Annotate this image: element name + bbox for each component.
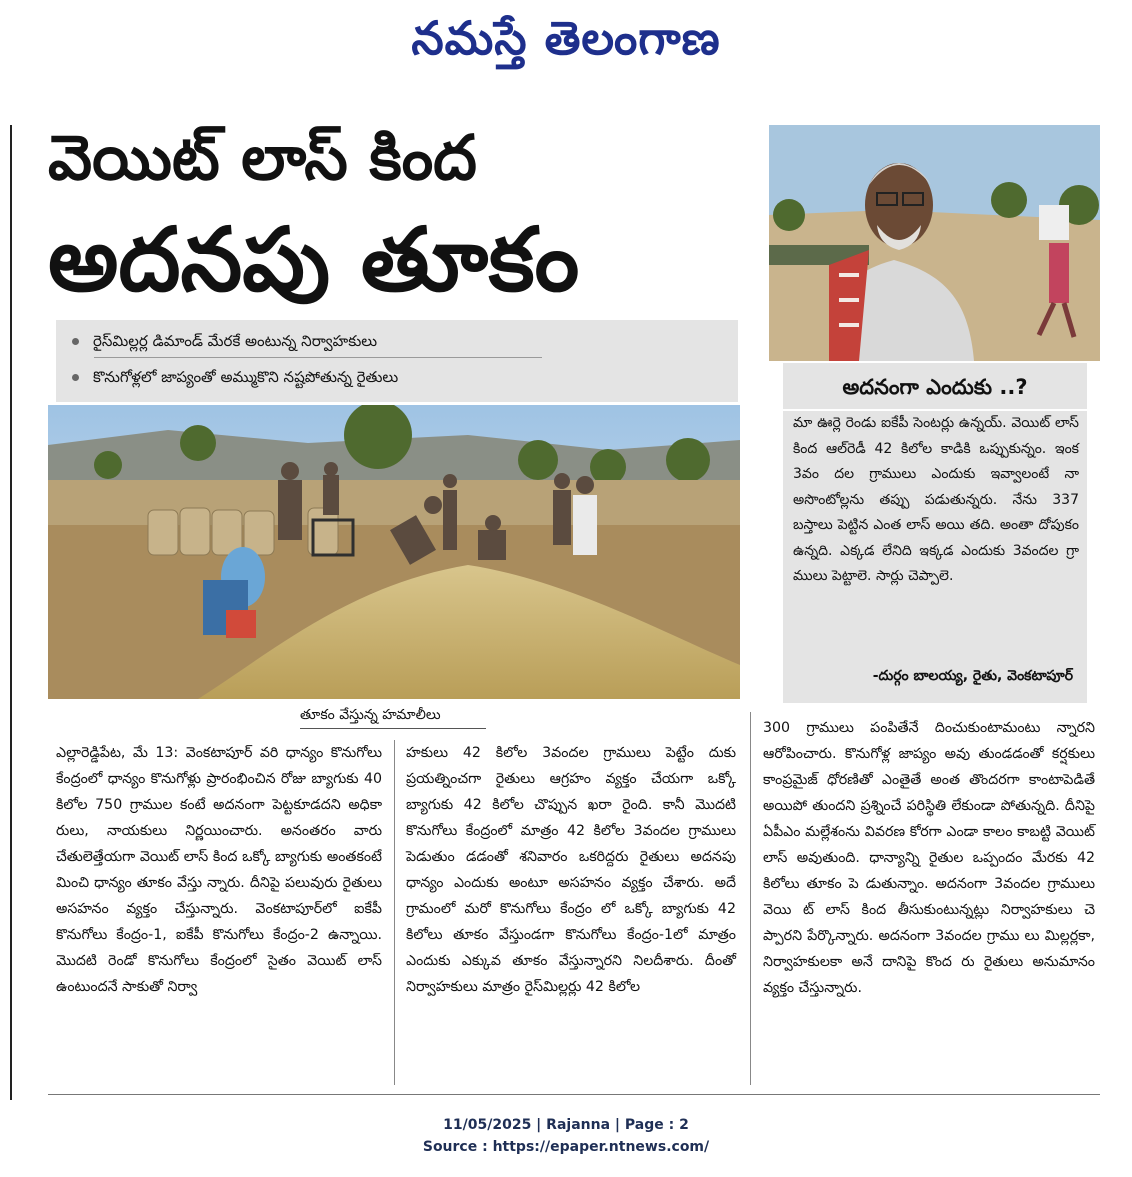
sidebar-title: అదనంగా ఎందుకు ..? bbox=[842, 375, 1028, 399]
column-divider bbox=[394, 740, 395, 1085]
subheading-text: రైస్‌మిల్లర్ల డిమాండ్ మేరకే అంటున్న నిర్వాహకులు bbox=[93, 332, 378, 350]
subheading-bullet bbox=[72, 366, 398, 388]
bullet-dot-icon bbox=[72, 374, 79, 381]
sidebar-byline: -దుర్గం బాలయ్య, రైతు, వెంకటాపూర్ bbox=[872, 668, 1073, 684]
masthead-logo: నమస్తే తెలంగాణ bbox=[411, 11, 721, 65]
headline-line-1: వెయిట్ లాస్ కింద bbox=[48, 121, 477, 194]
subheading-bullet bbox=[72, 330, 377, 352]
article-column-2: హకులు 42 కిలోల 3వందల గ్రాములు పెట్టేం దుకు ప్రయత్నించగా రైతులు ఆగ్రహం వ్యక్తం చేయగా ఒక్కో బ్యాగుకు 42 కిలోల చొప్పున ఖరా రైంది. కానీ మొదటి కొనుగోలు కేంద్రంలో మాత్రం 42 కిలోల 3వందల గ్రాములు పెడుతుం డడంతో శనివారం ఒకరిద్దరు రైతులు అదనపు ధాన్యం ఎందుకు అంటూ అసహనం వ్యక్తం చేశారు. అదే గ్రామంలో మరో కొనుగోలు కేంద్రం లో ఒక్కో బ్యాగుకు 42 కిలోలు తూకం వేస్తుండగా కొనుగోలు కేంద్రం-1లో మాత్రం ఎందుకు ఎక్కువ తూకం వేస్తున్నారని నిలదీశారు. దీంతో నిర్వాహకులు మాత్రం రైస్‌మిల్లర్లు 42 కిలోల bbox=[406, 745, 736, 995]
article-column-1: ఎల్లారెడ్డిపేట, మే 13: వెంకటాపూర్ వరి ధాన్యం కొనుగోలు కేంద్రంలో ధాన్యం కొనుగోళ్లు ప్రారంభించిన రోజు బ్యాగుకు 40 కిలోల 750 గ్రాముల కంటే అదనంగా పెట్టకూడదని అధికా రులు, నాయకులు నిర్ణయించారు. అనంతరం వారు చేతులెత్తేయగా వెయిట్ లాస్ కింద ఒక్కో బ్యాగుకు అంతకంటే మించి ధాన్యం తూకం వేస్తు న్నారు. దీనిపై పలువురు రైతులు అసహనం వ్యక్తం చేస్తున్నారు. వెంకటాపూర్‌లో ఐకేపీ కొనుగోలు కేంద్రం-1, ఐకేపీ కొనుగోలు కేంద్రం-2 ఉన్నాయి. మొదటి రెండో కొనుగోలు కేంద్రంలో సైతం వెయిట్ లాస్ ఉంటుందనే సాకుతో నిర్వా bbox=[56, 745, 382, 995]
column-divider bbox=[750, 712, 751, 1085]
subheading-text: కొనుగోళ్లలో జాప్యంతో అమ్ముకొని నష్టపోతున్న రైతులు bbox=[93, 368, 399, 386]
sidebar-quote-text: మా ఊర్లె రెండు ఐకేపీ సెంటర్లు ఉన్నయ్. వెయిట్ లాస్ కింద ఆల్‌రెడీ 42 కిలోల కాడికి ఒప్పుకున్నం. ఇంక 3వం దల గ్రాములు ఎందుకు ఇవ్వాలంటే నా అసొంటోల్లను తప్పు పడుతున్నరు. నేను 337 బస్తాలు పెట్టిన ఎంత లాస్ అయి తది. అంతా దోపుకం ఉన్నది. ఎక్కడ లేనిది ఇక్కడ ఎందుకు 3వందల గ్రా ములు పెట్టాలె. సార్లు చెప్పాలె. bbox=[793, 415, 1079, 584]
bullet-dot-icon bbox=[72, 338, 79, 345]
photo-caption: తూకం వేస్తున్న హమాలీలు bbox=[300, 707, 441, 723]
main-photo-grain-weighing bbox=[48, 405, 740, 699]
main-photo-illustration bbox=[48, 405, 740, 699]
sidebar-quote-box bbox=[783, 363, 1087, 703]
headline-line-2: అదనపు తూకం bbox=[48, 208, 580, 311]
subheading-box bbox=[56, 320, 738, 402]
footer-source: Source : https://epaper.ntnews.com/ bbox=[422, 1139, 710, 1155]
subheading-divider bbox=[94, 357, 542, 358]
left-margin-rule bbox=[10, 125, 12, 1100]
footer-rule bbox=[48, 1094, 1100, 1095]
farmer-portrait-photo bbox=[769, 125, 1100, 361]
caption-underline bbox=[300, 728, 486, 729]
farmer-portrait-illustration bbox=[769, 125, 1100, 361]
footer-date-edition: 11/05/2025 | Rajanna | Page : 2 bbox=[443, 1117, 689, 1133]
article-column-3: 300 గ్రాములు పంపితేనే దించుకుంటామంటు న్నారని ఆరోపించారు. కొనుగోళ్ల జాప్యం అవు తుండడంతో కర్షకులు కాంప్రమైజ్ ధోరణితో ఎంతైతే అంత తొందరగా కాంటాపెడితే అయిపో తుందని ప్రశ్నించే పరిస్థితి లేకుండా పోతున్నది. దీనిపై ఏపీఎం మల్లేశంను వివరణ కోరగా ఎండా కాలం కాబట్టి వెయిట్ లాస్ అవుతుంది. ధాన్యాన్ని రైతుల ఒప్పందం మేరకు 42 కిలోలు తూకం పె డుతున్నాం. అదనంగా 3వందల గ్రాములు వెయి ట్ లాస్ కింద తీసుకుంటున్నట్లు నిర్వాహకులు చె ప్పారని పేర్కొన్నారు. అదనంగా 3వందల గ్రాము లు మిల్లర్లకా, నిర్వాహకులకా అనే దానిపై కొంద రు రైతులు అనుమానం వ్యక్తం చేస్తున్నారు. bbox=[763, 720, 1095, 996]
